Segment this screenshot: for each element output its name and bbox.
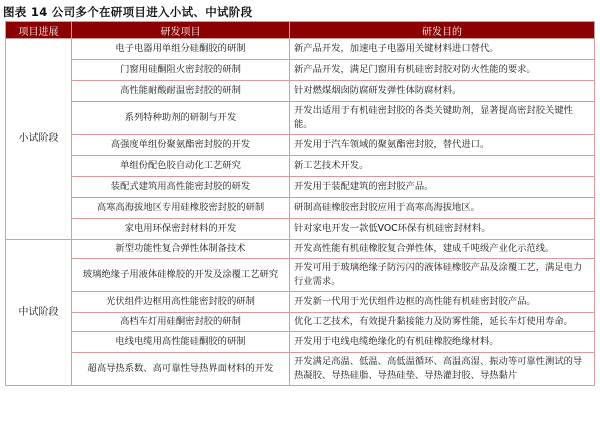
project-cell: 电子电器用单组分硅酮胶的研制 bbox=[72, 39, 290, 60]
goal-cell: 新产品开发，加速电子电器用关键材料进口替代。 bbox=[290, 39, 595, 60]
figure-title: 图表 14 公司多个在研项目进入小试、中试阶段 bbox=[3, 5, 253, 19]
goal-cell: 优化工艺技术，有效提升黏接能力及防雾性能，延长车灯使用寿命。 bbox=[290, 313, 595, 332]
project-cell: 玻璃绝缘子用液体硅橡胶的开发及涂覆工艺研究 bbox=[72, 259, 290, 292]
goal-cell: 开发用于电线电缆绝缘化的有机硅橡胶绝缘材料。 bbox=[290, 332, 595, 353]
goal-cell: 开发新一代用于光伏组件边框的高性能有机硅密封胶产品。 bbox=[290, 292, 595, 313]
table-row bbox=[6, 81, 595, 102]
header-stage: 项目进展 bbox=[6, 22, 72, 39]
table-row bbox=[6, 102, 595, 135]
table-row bbox=[6, 60, 595, 81]
project-cell: 高档车灯用硅酮密封胶的研制 bbox=[72, 313, 290, 332]
table-row bbox=[6, 177, 595, 198]
goal-cell: 研制高硅橡胶密封胶应用于高寒高海拔地区。 bbox=[290, 198, 595, 219]
project-cell: 单组份配色胶自动化工艺研究 bbox=[72, 156, 290, 177]
goal-cell: 新产品开发，满足门窗用有机硅密封胶对防火性能的要求。 bbox=[290, 60, 595, 81]
project-cell: 超高导热系数、高可靠性导热界面材料的开发 bbox=[72, 353, 290, 386]
table-row bbox=[6, 353, 595, 386]
goal-cell: 针对家电开发一款低VOC环保有机硅密封材料。 bbox=[290, 219, 595, 240]
project-cell: 系列特种助剂的研制与开发 bbox=[72, 102, 290, 135]
goal-cell: 开发满足高温、低温、高低温循环、高温高湿、振动等可靠性测试的导热凝胶、导热硅脂、导热硅垫、导热灌封胶、导热黏片 bbox=[290, 353, 595, 386]
header-goal: 研发目的 bbox=[290, 22, 595, 39]
project-cell: 门窗用硅酮阻火密封胶的研制 bbox=[72, 60, 290, 81]
goal-cell: 开发出适用于有机硅密封胶的各类关键助剂，显著提高密封胶关键性能。 bbox=[290, 102, 595, 135]
goal-cell: 开发高性能有机硅橡胶复合弹性体，建成千吨级产业化示范线。 bbox=[290, 240, 595, 259]
table-row bbox=[6, 313, 595, 332]
table-row bbox=[6, 292, 595, 313]
stage-cell: 中试阶段 bbox=[6, 240, 72, 386]
table-row bbox=[6, 135, 595, 156]
goal-cell: 开发可用于玻璃绝缘子防污闪的液体硅橡胶产品及涂覆工艺，满足电力行业需求。 bbox=[290, 259, 595, 292]
rd-projects-table bbox=[5, 21, 595, 386]
project-cell: 光伏组件边框用高性能密封胶的研制 bbox=[72, 292, 290, 313]
project-cell: 高性能耐酸耐温密封胶的研制 bbox=[72, 81, 290, 102]
goal-cell: 开发用于装配建筑的密封胶产品。 bbox=[290, 177, 595, 198]
table-row bbox=[6, 198, 595, 219]
project-cell: 高寒高海拔地区专用硅橡胶密封胶的研制 bbox=[72, 198, 290, 219]
table-header-row bbox=[6, 22, 595, 39]
goal-cell: 开发用于汽车领域的聚氨酯密封胶，替代进口。 bbox=[290, 135, 595, 156]
goal-cell: 针对燃煤烟囱防腐研发弹性体防腐材料。 bbox=[290, 81, 595, 102]
project-cell: 装配式建筑用高性能密封胶的研发 bbox=[72, 177, 290, 198]
project-cell: 新型功能性复合弹性体制备技术 bbox=[72, 240, 290, 259]
table-row bbox=[6, 259, 595, 292]
goal-cell: 新工艺技术开发。 bbox=[290, 156, 595, 177]
table-row bbox=[6, 332, 595, 353]
project-cell: 电线电缆用高性能硅酮胶的研制 bbox=[72, 332, 290, 353]
table-row bbox=[6, 240, 595, 259]
stage-cell: 小试阶段 bbox=[6, 39, 72, 240]
table-row bbox=[6, 39, 595, 60]
table-row bbox=[6, 219, 595, 240]
table-row bbox=[6, 156, 595, 177]
project-cell: 家电用环保密封材料的开发 bbox=[72, 219, 290, 240]
header-project: 研发项目 bbox=[72, 22, 290, 39]
project-cell: 高强度单组份聚氨酯密封胶的开发 bbox=[72, 135, 290, 156]
